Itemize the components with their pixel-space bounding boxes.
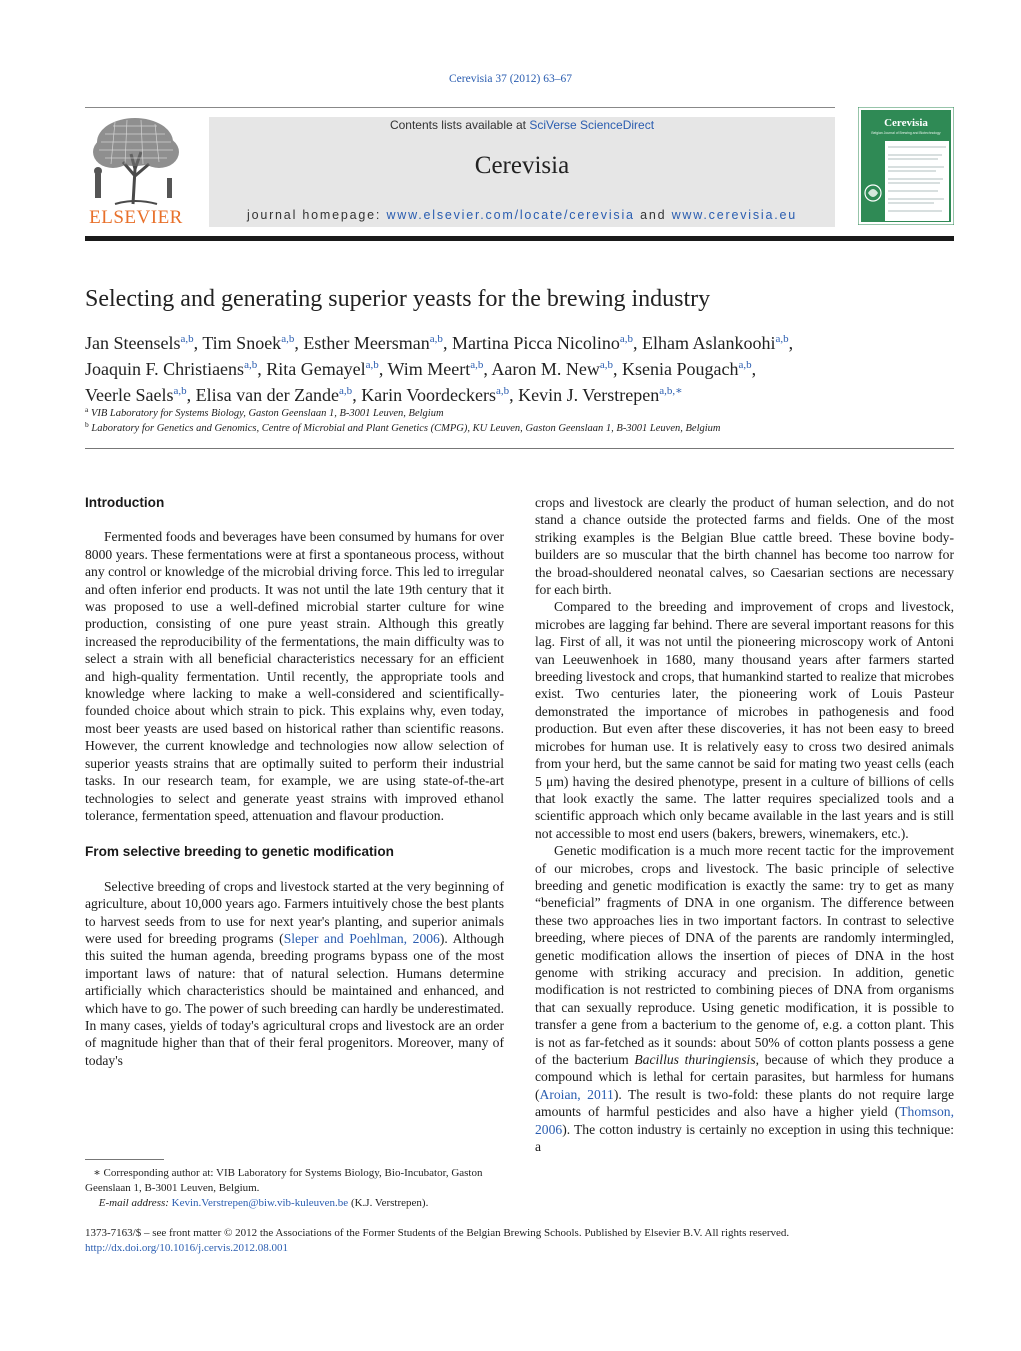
text-run: Genetic modification is a much more recent tactic for the improvement of our microbes, crops and livestock. The basic principle of selective breeding and genetic modification is exactly the same: try to get as many “beneficial” fragments of DNA in one organism. The difference between these two approaches lies in two important factors. In contrast to selective breeding, where pieces of DNA of the parents are randomly intermingled, genetic modification allows the insertion of pieces of DNA in the host genome with striking accuracy and precision. In addition, genetic modification is not restricted to combining pieces of DNA from organisms that can sexually reproduce. Using genetic modification, it is possible to transfer a gene from a bacterium to the genome of, e.g. a cotton plant. This is not as far-fetched as it sounds: about 50% of cotton plants possess a gene of the bacterium: [535, 843, 954, 1067]
front-matter-note: [85, 1226, 955, 1256]
author-separator: ,: [294, 333, 304, 353]
affiliation-mark: a: [85, 405, 89, 414]
text-run: ). Although this suited the human agenda, breeding programs bypass one of the most important laws of nature: that of natural selection. Humans determine artificially which characteristics should be maintained and enhanced, and which have to go. The power of such breeding can hardly be underestimated. In many cases, yields of today's agricultural crops and livestock are an order of magnitude higher than that of their feral progenitors. Moreover, many of today's: [85, 930, 504, 1068]
author-affiliation-marks[interactable]: a,b: [738, 359, 752, 371]
affiliation-mark: b: [85, 420, 89, 429]
author-affiliation-marks[interactable]: a,b: [599, 359, 614, 371]
author-separator: ,: [193, 333, 203, 353]
reference-link-thomson[interactable]: Thomson, 2006: [535, 1104, 954, 1137]
author-name: Jan Steensels: [85, 333, 181, 353]
author-separator: ,: [483, 359, 492, 379]
affiliation-text: VIB Laboratory for Systems Biology, Gaston Geenslaan 1, B-3001 Leuven, Belgium: [90, 408, 444, 419]
homepage-prefix: journal homepage:: [247, 208, 387, 222]
journal-name: Cerevisia: [474, 152, 570, 179]
author-list: [85, 328, 955, 406]
affiliation-text: Laboratory for Genetics and Genomics, Centre of Microbial and Plant Genetics (CMPG), KU Leuven, Gaston Geenslaan 1, B-3001 Leuven, Belgium: [91, 423, 721, 434]
footnotes: [85, 1166, 504, 1211]
author-name: Ksenia Pougach: [622, 359, 739, 379]
author-affiliation-marks[interactable]: a,b: [429, 333, 443, 345]
intro-paragraph: Fermented foods and beverages have been consumed by humans for over 8000 years. These fermentations were at first a spontaneous process, without any control or knowledge of the microbial driving force. This led to irregular and often inferior end products. It was not until the late 19th century that it was proposed to use a well-defined microbial starter culture for wine production, consisting of one pure yeast strain. Although this greatly increased the reproducibility of the fermentations, the main difficulty was to select a strain with all beneficial characteristics necessary for an efficient and high-quality fermentation. Until recently, the appropriate tools and knowledge where lacking to make a well-considered and scientifically-founded choice about which strain to pick. This explains why, even today, most beer yeasts are used based on historical rather than scientific reasons. However, the current knowledge and technologies now allow selection of superior yeasts strains that are optimally suited to perform their industrial tasks. In our research team, for example, we are using state-of-the-art technologies to select and generate yeast strains with improved ethanol tolerance, fermentation speed, attenuation and flavour production.: [85, 529, 504, 823]
article-title: Selecting and generating superior yeasts for the brewing industry: [85, 286, 711, 312]
author-separator: ,: [378, 359, 388, 379]
author-affiliation-marks[interactable]: a,b: [775, 333, 789, 345]
author-separator: ,: [186, 385, 196, 405]
email-label: E-mail address:: [98, 1197, 172, 1209]
affiliation-a: [85, 405, 955, 419]
author-separator: ,: [788, 333, 794, 353]
journal-citation[interactable]: [0, 73, 1021, 85]
affiliation-b: [85, 420, 955, 434]
contents-availability: [209, 118, 835, 132]
author-affiliation-marks[interactable]: a,b: [244, 359, 258, 371]
corresponding-text: Corresponding author at: VIB Laboratory for Systems Biology, Bio-Incubator, Gaston Geenslaan 1, B-3001 Leuven, Belgium.: [85, 1167, 483, 1194]
text-run: Selective breeding of crops and livestock started at the very beginning of agriculture, about 10,000 years ago. Farmers intuitively chose the best plants to harvest seeds from to use for next year's planting, and superior animals were used for breeding programs (: [85, 878, 504, 946]
author-affiliation-marks[interactable]: a,b: [281, 333, 295, 345]
breeding-paragraph: [85, 878, 504, 1069]
journal-homepage: [209, 208, 835, 222]
author-affiliation-marks[interactable]: a,b: [619, 333, 634, 345]
section-heading-breeding: From selective breeding to genetic modification: [85, 844, 394, 860]
text-run: ). The result is two-fold: these plants do not require large amounts of harmful pesticides and also have a higher yield (: [535, 1086, 955, 1120]
author-separator: ,: [613, 359, 623, 379]
author-separator: ,: [352, 385, 362, 405]
title-block-rule: [85, 448, 954, 449]
author-separator: ,: [509, 385, 519, 405]
email-link[interactable]: Kevin.Verstrepen@biw.vib-kuleuven.be: [171, 1197, 349, 1209]
author-separator: ,: [442, 333, 452, 353]
body-column-right: [535, 494, 954, 1155]
homepage-and: and: [634, 208, 672, 222]
author-name: Martina Picca Nicolino: [451, 333, 620, 353]
text-run: ). The cotton industry is certainly no exception in using this technique: a: [535, 1121, 954, 1155]
author-affiliation-marks[interactable]: a,b: [180, 333, 194, 345]
doi-link[interactable]: http://dx.doi.org/10.1016/j.cervis.2012.08.001: [85, 1242, 288, 1254]
corresponding-author-note: [85, 1166, 504, 1196]
author-name: Wim Meert: [387, 359, 471, 379]
cover-title: Cerevisia: [884, 117, 928, 129]
microbes-paragraph: Compared to the breeding and improvement of crops and livestock, microbes are lagging far behind. There are several important reasons for this lag. First of all, it was not until the pioneering microscopy work of Antoni van Leeuwenhoek in 1680, many thousand years after farmers started breeding livestock and crops, that humankind started to realize that microbes exist. Two centuries later, the pioneering work of Louis Pasteur demonstrated the importance of microbes in pathogenesis and food production. But even after these discoveries, it has not been easy to breed microbes for human use. It is relatively easy to cross two desired animals from your herd, but the same cannot be said for mating two yeast cells (each 5 μm) having the desired phenotype, present in a culture of billions of cells that look exactly the same. The latter requires specialized tools and a scientific approach which only became available in the last years and is still not accessible to most end users (bakers, brewers, winemakers, etc.).: [535, 599, 954, 841]
citation-link[interactable]: Cerevisia 37 (2012) 63–67: [449, 73, 572, 85]
author-name: Kevin J. Verstrepen: [518, 385, 660, 405]
author-name: Tim Snoek: [202, 333, 282, 353]
author-separator: ,: [257, 359, 267, 379]
email-suffix: (K.J. Verstrepen).: [348, 1197, 429, 1209]
body-column-left: [85, 494, 504, 1069]
author-name: Esther Meersman: [303, 333, 430, 353]
footnote-rule: [85, 1159, 164, 1160]
author-name: Elisa van der Zande: [195, 385, 340, 405]
author-affiliation-marks[interactable]: a,b: [365, 359, 379, 371]
reference-link-aroian[interactable]: Aroian, 2011: [539, 1086, 614, 1102]
section-heading-introduction: Introduction: [85, 495, 165, 510]
homepage-link-cerevisia[interactable]: www.cerevisia.eu: [671, 208, 797, 222]
corresponding-mark: ∗: [93, 1167, 101, 1179]
author-name: Elham Aslankoohi: [642, 333, 776, 353]
homepage-link-elsevier[interactable]: www.elsevier.com/locate/cerevisia: [386, 208, 635, 222]
journal-cover-thumbnail[interactable]: [858, 107, 954, 225]
author-name: Veerle Saels: [85, 385, 174, 405]
author-affiliation-marks[interactable]: a,b,∗: [659, 385, 683, 397]
genetic-modification-paragraph: [535, 842, 954, 1155]
header-thick-rule: [85, 236, 954, 241]
author-separator: ,: [633, 333, 643, 353]
cover-subtitle: Belgian Journal of Brewing and Biotechnology: [871, 131, 941, 135]
species-name: Bacillus thuringiensis: [634, 1052, 756, 1067]
author-affiliation-marks[interactable]: a,b: [173, 385, 187, 397]
email-note: [85, 1196, 504, 1211]
author-affiliation-marks[interactable]: a,b: [470, 359, 484, 371]
issn-copyright-line: 1373-7163/$ – see front matter © 2012 the Associations of the Former Students of the Belgian Brewing Schools. Published by Elsevier B.V. All rights reserved.: [85, 1227, 790, 1239]
author-name: Karin Voordeckers: [361, 385, 496, 405]
text-run: , because of which they produce a compound which is lethal for certain parasites, but harmless for humans (: [535, 1052, 954, 1102]
contents-prefix: Contents lists available at: [389, 118, 530, 132]
author-name: Aaron M. New: [491, 359, 600, 379]
author-affiliation-marks[interactable]: a,b: [496, 385, 510, 397]
continued-paragraph: crops and livestock are clearly the product of human selection, and do not stand a chance outside the protected farms and fields. One of the most striking examples is the Belgian Blue cattle breed. These bovine body-builders are so muscular that the birth channel has become too narrow for the broad-shouldered neonatal calves, so Caesarian sections are necessary for each birth.: [535, 495, 954, 598]
author-name: Rita Gemayel: [266, 359, 366, 379]
elsevier-wordmark: ELSEVIER: [89, 207, 183, 228]
author-separator: ,: [751, 359, 757, 379]
reference-link-sleper[interactable]: Sleper and Poehlman, 2006: [283, 930, 440, 946]
sciencedirect-link[interactable]: SciVerse ScienceDirect: [529, 118, 655, 132]
author-affiliation-marks[interactable]: a,b: [339, 385, 353, 397]
header-top-rule: [85, 107, 835, 108]
author-name: Joaquin F. Christiaens: [85, 359, 245, 379]
